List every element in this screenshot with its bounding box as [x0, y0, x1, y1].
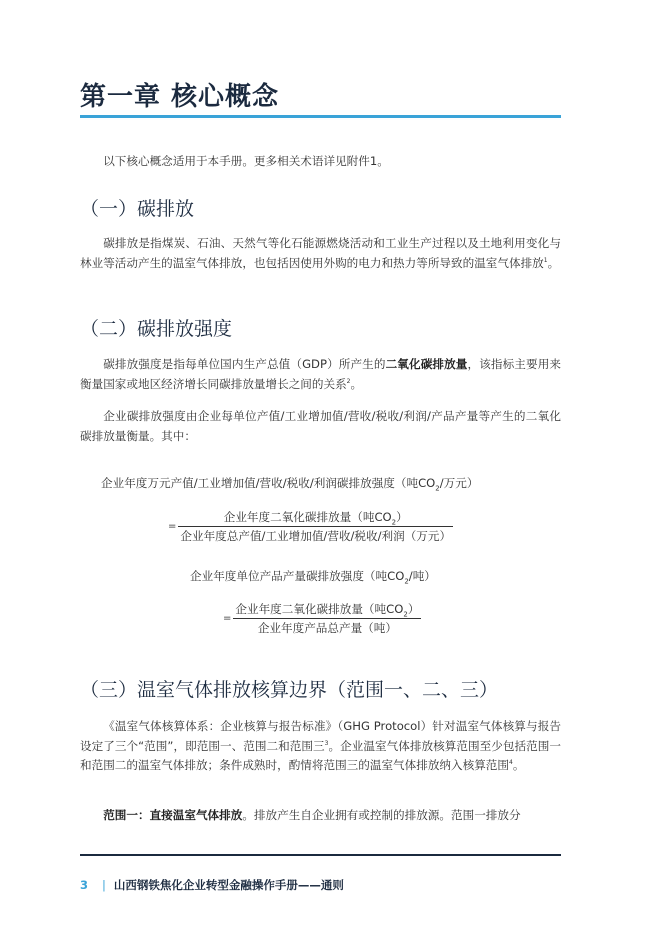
formula-1-title [101, 475, 478, 491]
section-3-p1-end: 。 [512, 758, 525, 772]
formula-2-expression [223, 601, 421, 636]
formula-2-numerator [233, 601, 421, 619]
section-2-paragraph-2: 企业碳排放强度由企业每单位产值/工业增加值/营收/税收/利润/产品产量等产生的二氧化碳排放量衡量。其中： [80, 409, 561, 443]
formula-1-numerator [178, 509, 453, 527]
section-2-p1-text-b: ，该指标主要用来衡量国家或地区经济增长同碳排放量增长之间的关系 [80, 357, 561, 391]
formula-2-num-b: ） [407, 602, 420, 616]
section-1-paragraph [80, 234, 561, 273]
chapter-title-underline [80, 115, 561, 118]
formula-2-equals: = [223, 613, 232, 624]
intro-paragraph: 以下核心概念适用于本手册。更多相关术语详见附件1。 [103, 154, 389, 168]
scope-one-label: 范围一：直接温室气体排放 [103, 808, 243, 822]
footer-separator: | [102, 878, 106, 892]
formula-1-denominator: 企业年度总产值/工业增加值/营收/税收/利润（万元） [180, 529, 452, 543]
formula-1-fraction [178, 509, 453, 544]
section-2-p1-bold: 二氧化碳排放量 [385, 357, 468, 371]
section-3-p1-text-b: 。企业温室气体排放核算范围至少包括范围一和范围二的温室气体排放；条件成熟时，酌情将范围三的温室气体排放纳入核算范围 [80, 738, 561, 772]
formula-2-num-sub: 2 [403, 610, 408, 619]
formula-2-title-b: /吨） [408, 569, 436, 583]
footer-title: 山西钢铁焦化企业转型金融操作手册——通则 [113, 878, 344, 892]
formula-1-num-b: ） [396, 510, 408, 524]
section-3-p2-text: 。排放产生自企业拥有或控制的排放源。范围一排放分 [242, 808, 521, 822]
formula-1-title-a: 企业年度万元产值/工业增加值/营收/税收/利润碳排放强度（吨CO [101, 476, 436, 490]
chapter-title: 第一章 核心概念 [80, 82, 280, 112]
formula-2-title-a: 企业年度单位产品产量碳排放强度（吨CO [190, 569, 405, 583]
footnote-ref-3: 3 [324, 739, 329, 747]
formula-1-num-a: 企业年度二氧化碳排放量（吨CO [223, 510, 392, 524]
formula-2-num-a: 企业年度二氧化碳排放量（吨CO [235, 602, 404, 616]
footnote-ref-4: 4 [508, 759, 513, 767]
formula-2-denominator: 企业年度产品总产量（吨） [257, 621, 397, 635]
formula-2-fraction [233, 601, 421, 636]
section-2-heading: （二）碳排放强度 [80, 318, 233, 340]
section-3-paragraph-2 [80, 806, 561, 826]
footnote-ref-2: 2 [346, 377, 351, 385]
section-2-p1-end: 。 [350, 376, 363, 391]
formula-2-title [190, 568, 436, 584]
section-2-p1-text-a: 碳排放强度是指每单位国内生产总值（GDP）所产生的 [103, 357, 386, 371]
formula-2-title-sub: 2 [404, 577, 409, 586]
section-1-heading: （一）碳排放 [80, 198, 195, 220]
formula-1-title-sub: 2 [435, 484, 440, 493]
footnote-ref-1: 1 [543, 256, 548, 264]
footer [80, 877, 344, 893]
footer-rule [80, 854, 561, 856]
section-3-p1-text-a: 《温室气体核算体系：企业核算与报告标准》（GHG Protocol）针对温室气体核算与报告设定了三个“范围”，即范围一、范围二和范围三 [80, 719, 561, 753]
section-2-paragraph-1 [80, 355, 561, 394]
formula-1-title-b: /万元） [439, 476, 479, 490]
formula-1-expression [168, 509, 453, 544]
page-number: 3 [80, 878, 89, 892]
formula-1-equals: = [168, 521, 177, 532]
section-1-text: 碳排放是指煤炭、石油、天然气等化石能源燃烧活动和工业生产过程以及土地利用变化与林业等活动产生的温室气体排放，也包括因使用外购的电力和热力等所导致的温室气体排放 [80, 236, 561, 270]
section-3-heading: （三）温室气体排放核算边界（范围一、二、三） [80, 679, 499, 701]
formula-1-num-sub: 2 [391, 518, 397, 527]
section-1-end: 。 [547, 255, 560, 270]
section-3-paragraph-1 [80, 717, 561, 776]
